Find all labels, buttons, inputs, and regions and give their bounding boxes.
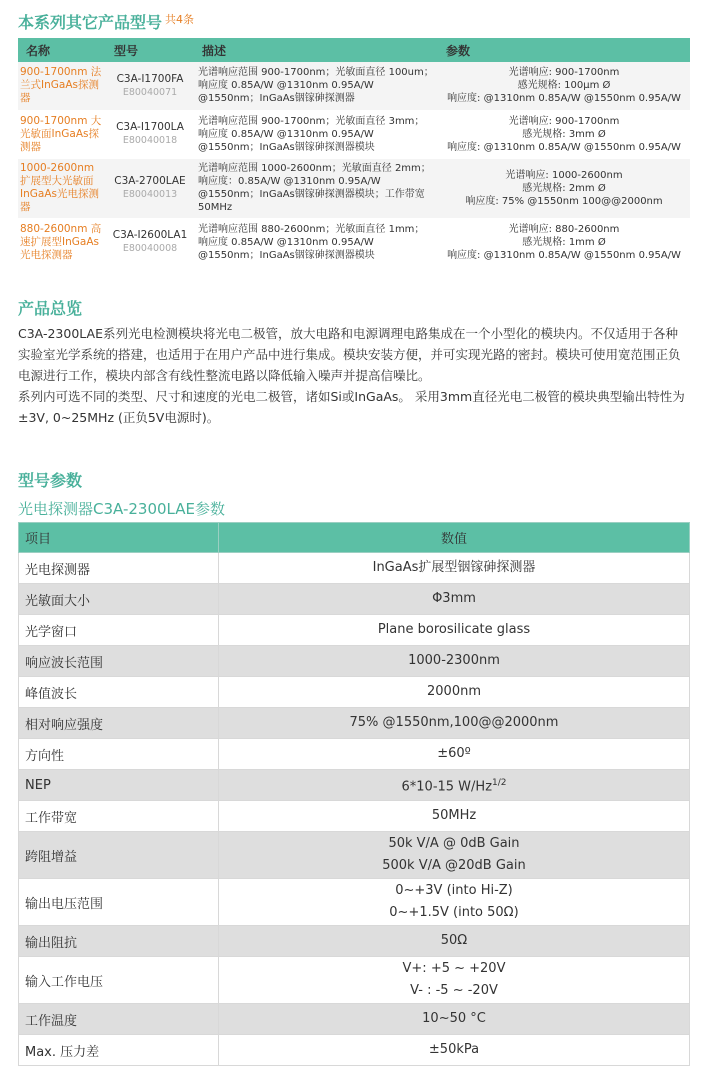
spec-value-line: Plane borosilicate glass (377, 622, 531, 637)
related-products-title (18, 10, 194, 33)
spec-value-line: 500k V/A @20dB Gain (382, 858, 526, 873)
spec-key: 跨阻增益 (19, 832, 219, 879)
overview-paragraph-1: C3A-2300LAE系列光电检测模块将光电二极管，放大电路和电源调理电路集成在一个小型化的模块内。不仅适用于各种实验室光学系统的搭建，也适用于在用户产品中进行集成。模块安装方便，并可实现光路的密封。模块可使用宽范围正负电源进行工作，模块内部含有线性整流电路以降低输入噪声并提高信噪比。 (18, 326, 681, 383)
param-line: 光谱响应: 1000-2600nm (505, 169, 623, 181)
spec-key: 光敏面大小 (19, 584, 219, 615)
table-row[interactable] (18, 158, 690, 218)
spec-key: 光电探测器 (19, 553, 219, 584)
spec-row (19, 739, 690, 770)
spec-value (219, 879, 690, 926)
table-row[interactable] (18, 62, 690, 110)
param-line: 感光规格: 3mm Ø (522, 128, 606, 140)
spec-value (219, 708, 690, 739)
header-name: 名称 (18, 38, 106, 62)
spec-key: 工作温度 (19, 1004, 219, 1035)
related-products-table (18, 38, 690, 267)
spec-value (219, 926, 690, 957)
spec-value-line: ±60º (437, 746, 471, 761)
model-number: C3A-2700LAE (114, 175, 186, 187)
spec-row (19, 926, 690, 957)
product-model (106, 110, 194, 158)
product-model (106, 218, 194, 266)
spec-row (19, 677, 690, 708)
spec-key: 方向性 (19, 739, 219, 770)
related-count: 共4条 (165, 13, 195, 26)
product-params (438, 110, 690, 158)
product-model (106, 62, 194, 110)
param-line: 响应度: @1310nm 0.85A/W @1550nm 0.95A/W (447, 249, 681, 261)
spec-key: 输出电压范围 (19, 879, 219, 926)
spec-value-line: 1000-2300nm (408, 653, 500, 668)
spec-key: 响应波长范围 (19, 646, 219, 677)
spec-value (219, 615, 690, 646)
spec-row (19, 770, 690, 801)
spec-value (219, 553, 690, 584)
product-code: E80040013 (122, 189, 178, 200)
param-line: 感光规格: 100μm Ø (517, 80, 611, 92)
product-params (438, 218, 690, 266)
spec-value-line: Φ3mm (432, 591, 476, 606)
spec-value (219, 957, 690, 1004)
product-name-link[interactable]: 880-2600nm 高速扩展型InGaAs光电探测器 (18, 218, 106, 266)
spec-header-row (19, 523, 690, 553)
product-desc: 光谱响应范围 900-1700nm；光敏面直径 3mm；响应度 0.85A/W @1310nm 0.95A/W @1550nm；InGaAs铟镓砷探测器模块 (194, 110, 438, 158)
param-line: 响应度: @1310nm 0.85A/W @1550nm 0.95A/W (447, 93, 681, 105)
spec-value-line: 50MHz (431, 808, 477, 823)
spec-key: 光学窗口 (19, 615, 219, 646)
product-desc: 光谱响应范围 900-1700nm；光敏面直径 100um；响应度 0.85A/W @1310nm 0.95A/W @1550nm；InGaAs铟镓砷探测器 (194, 62, 438, 110)
header-model: 型号 (106, 38, 194, 62)
model-number: C3A-I2600LA1 (112, 229, 188, 241)
spec-value (219, 1004, 690, 1035)
spec-key: 输出阻抗 (19, 926, 219, 957)
spec-value (219, 832, 690, 879)
spec-header-item: 项目 (19, 523, 219, 553)
spec-row (19, 584, 690, 615)
spec-value-line: V- : -5 ~ -20V (410, 983, 498, 998)
spec-value-line: V+: +5 ~ +20V (402, 961, 506, 976)
spec-value (219, 646, 690, 677)
overview-title: 产品总览 (18, 299, 83, 318)
product-name-link[interactable]: 1000-2600nm 扩展型大光敏面InGaAs光电探测器 (18, 158, 106, 218)
spec-key: 工作带宽 (19, 801, 219, 832)
model-number: C3A-I1700LA (116, 121, 184, 133)
model-number: C3A-I1700FA (116, 72, 184, 85)
spec-value-line: 50k V/A @ 0dB Gain (388, 836, 520, 851)
spec-row (19, 957, 690, 1004)
spec-value (219, 677, 690, 708)
spec-row (19, 879, 690, 926)
spec-row (19, 708, 690, 739)
spec-section-title: 型号参数 (18, 471, 83, 490)
spec-table-title: 光电探测器C3A-2300LAE参数 (18, 500, 225, 518)
product-desc: 光谱响应范围 880-2600nm；光敏面直径 1mm；响应度 0.85A/W @1310nm 0.95A/W @1550nm；InGaAs铟镓砷探测器模块 (194, 218, 438, 266)
product-code: E80040018 (122, 135, 178, 146)
spec-value-line: 0~+1.5V (into 50Ω) (389, 905, 519, 920)
product-name-link[interactable]: 900-1700nm 法兰式InGaAs探测器 (18, 62, 106, 110)
param-line: 感光规格: 1mm Ø (522, 236, 606, 248)
spec-key: 峰值波长 (19, 677, 219, 708)
table-row[interactable] (18, 110, 690, 158)
spec-row (19, 1004, 690, 1035)
related-title-text: 本系列其它产品型号 (18, 13, 163, 32)
spec-row (19, 646, 690, 677)
param-line: 光谱响应: 900-1700nm (508, 67, 620, 79)
spec-value-line (219, 772, 689, 798)
spec-value (219, 1035, 690, 1066)
spec-row (19, 615, 690, 646)
spec-value (219, 770, 690, 801)
param-line: 光谱响应: 900-1700nm (508, 115, 620, 127)
spec-row (19, 801, 690, 832)
spec-value-line: 50Ω (440, 933, 468, 948)
spec-value-line: ±50kPa (428, 1042, 480, 1057)
product-params (438, 62, 690, 110)
overview-paragraph-2: 系列内可选不同的类型、尺寸和速度的光电二极管，诸如Si或InGaAs。 采用3mm直径光电二极管的模块典型输出特性为 ±3V, 0~25MHz (正负5V电源时)。 (18, 389, 685, 425)
product-code: E80040071 (122, 86, 178, 98)
spec-key: Max. 压力差 (19, 1035, 219, 1066)
spec-table (18, 522, 690, 1066)
spec-value-line: InGaAs扩展型铟镓砷探测器 (372, 560, 536, 575)
param-line: 响应度: 75% @1550nm 100@@2000nm (465, 195, 663, 207)
spec-header-value: 数值 (219, 523, 690, 553)
spec-key: 输入工作电压 (19, 957, 219, 1004)
spec-value-line: 75% @1550nm,100@@2000nm (349, 715, 559, 730)
spec-value-line: 10~50 °C (422, 1011, 486, 1026)
spec-value (219, 801, 690, 832)
related-header-row (18, 38, 690, 62)
nep-exponent: 1/2 (492, 777, 507, 788)
header-desc: 描述 (194, 38, 438, 62)
spec-key: NEP (19, 770, 219, 801)
nep-value: 6*10-15 W/Hz (401, 779, 493, 795)
table-row[interactable] (18, 218, 690, 266)
product-code: E80040008 (122, 243, 178, 254)
spec-value (219, 739, 690, 770)
product-desc: 光谱响应范围 1000-2600nm；光敏面直径 2mm；响应度：0.85A/W @1310nm 0.95A/W @1550nm；InGaAs铟镓砷探测器模块；工作带宽 50MHz (194, 158, 438, 218)
product-name-link[interactable]: 900-1700nm 大光敏面InGaAs探测器 (18, 110, 106, 158)
param-line: 感光规格: 2mm Ø (522, 182, 606, 194)
spec-value-line: 2000nm (427, 684, 481, 699)
spec-row (19, 832, 690, 879)
spec-key: 相对响应强度 (19, 708, 219, 739)
spec-value (219, 584, 690, 615)
spec-row (19, 1035, 690, 1066)
product-params (438, 158, 690, 218)
spec-value-line: 0~+3V (into Hi-Z) (395, 883, 513, 898)
spec-row (19, 553, 690, 584)
overview-text (18, 323, 690, 428)
param-line: 光谱响应: 880-2600nm (508, 223, 620, 235)
header-params: 参数 (438, 38, 690, 62)
product-model (106, 158, 194, 218)
param-line: 响应度: @1310nm 0.85A/W @1550nm 0.95A/W (447, 141, 681, 153)
